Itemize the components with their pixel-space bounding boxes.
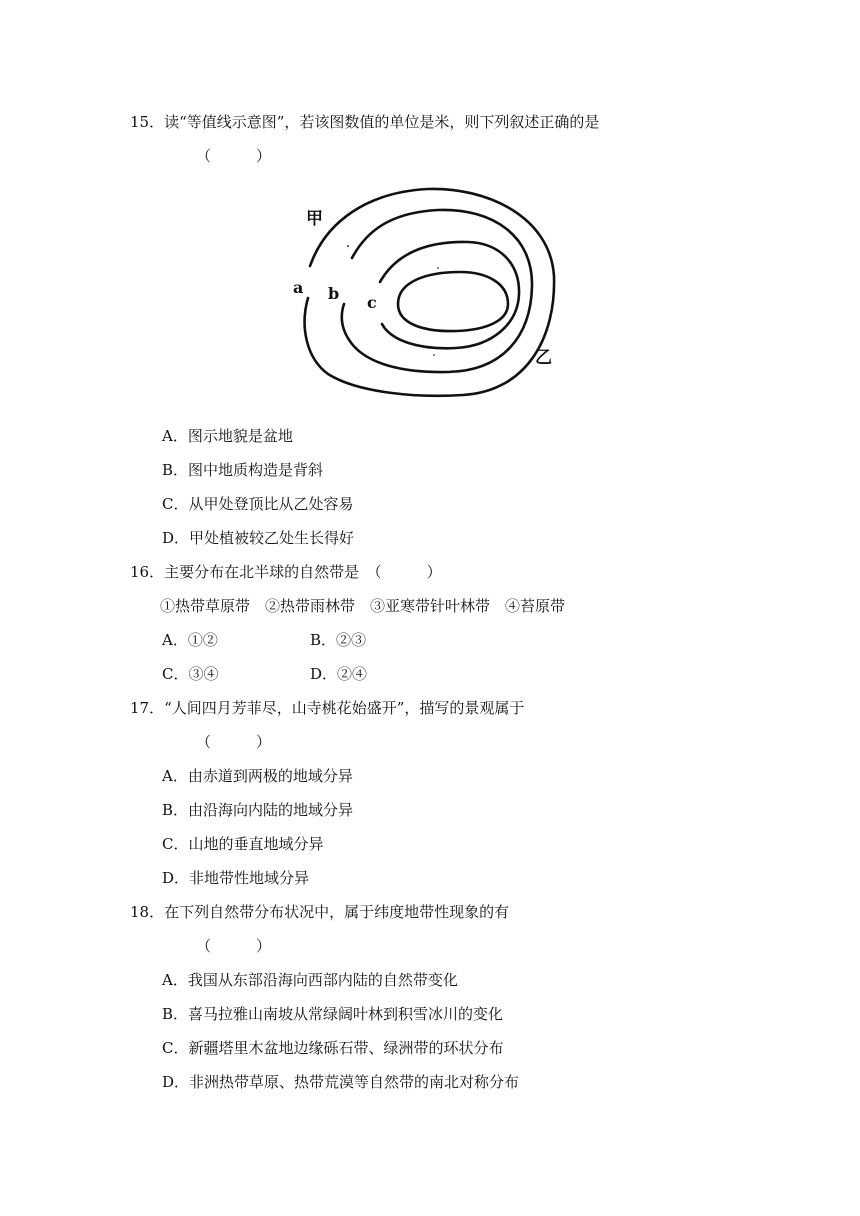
contour-diagram — [288, 186, 560, 398]
q16-option-a: A．①② — [162, 631, 218, 649]
q16-option-b: B．②③ — [310, 631, 367, 649]
q16-items: ①热带草原带 ②热带雨林带 ③亚寒带针叶林带 ④苔原带 — [160, 597, 566, 615]
q15-option-d: D．甲处植被较乙处生长得好 — [162, 529, 355, 547]
q18-option-a: A．我国从东部沿海向西部内陆的自然带变化 — [162, 971, 458, 989]
q18-stem: 18．在下列自然带分布状况中，属于纬度地带性现象的有 — [130, 903, 510, 921]
q18-answer-paren: （ ） — [196, 937, 272, 955]
contour-line-a — [305, 189, 554, 396]
label-yi: 乙 — [535, 348, 552, 368]
q18-option-b: B．喜马拉雅山南坡从常绿阔叶林到积雪冰川的变化 — [162, 1005, 504, 1023]
contour-line-inner — [398, 272, 508, 331]
q17-option-c: C．山地的垂直地域分异 — [162, 835, 324, 853]
q17-option-b: B．由沿海向内陆的地域分异 — [162, 801, 354, 819]
contour-dot — [433, 354, 435, 356]
q16-stem: 16．主要分布在北半球的自然带是 （ ） — [130, 563, 442, 581]
label-a: a — [293, 278, 304, 297]
q15-option-a: A．图示地貌是盆地 — [162, 427, 293, 445]
q15-option-c: C．从甲处登顶比从乙处容易 — [162, 495, 354, 513]
q17-answer-paren: （ ） — [196, 733, 272, 751]
q15-answer-paren: （ ） — [196, 147, 272, 165]
contour-dot — [347, 245, 349, 247]
label-jia: 甲 — [306, 209, 323, 229]
q15-stem: 15．读“等值线示意图”，若该图数值的单位是米，则下列叙述正确的是 — [130, 113, 600, 131]
label-b: b — [328, 284, 340, 303]
q17-option-d: D．非地带性地域分异 — [162, 869, 310, 887]
contour-dot — [437, 267, 439, 269]
q17-stem: 17．“人间四月芳菲尽，山寺桃花始盛开”，描写的景观属于 — [130, 699, 525, 717]
q16-option-d: D．②④ — [310, 665, 368, 683]
q18-option-c: C．新疆塔里木盆地边缘砾石带、绿洲带的环状分布 — [162, 1039, 504, 1057]
q15-option-b: B．图中地质构造是背斜 — [162, 461, 324, 479]
q16-option-c: C．③④ — [162, 665, 219, 683]
q18-option-d: D．非洲热带草原、热带荒漠等自然带的南北对称分布 — [162, 1073, 520, 1091]
label-c: c — [367, 293, 377, 312]
q17-option-a: A．由赤道到两极的地域分异 — [162, 767, 353, 785]
